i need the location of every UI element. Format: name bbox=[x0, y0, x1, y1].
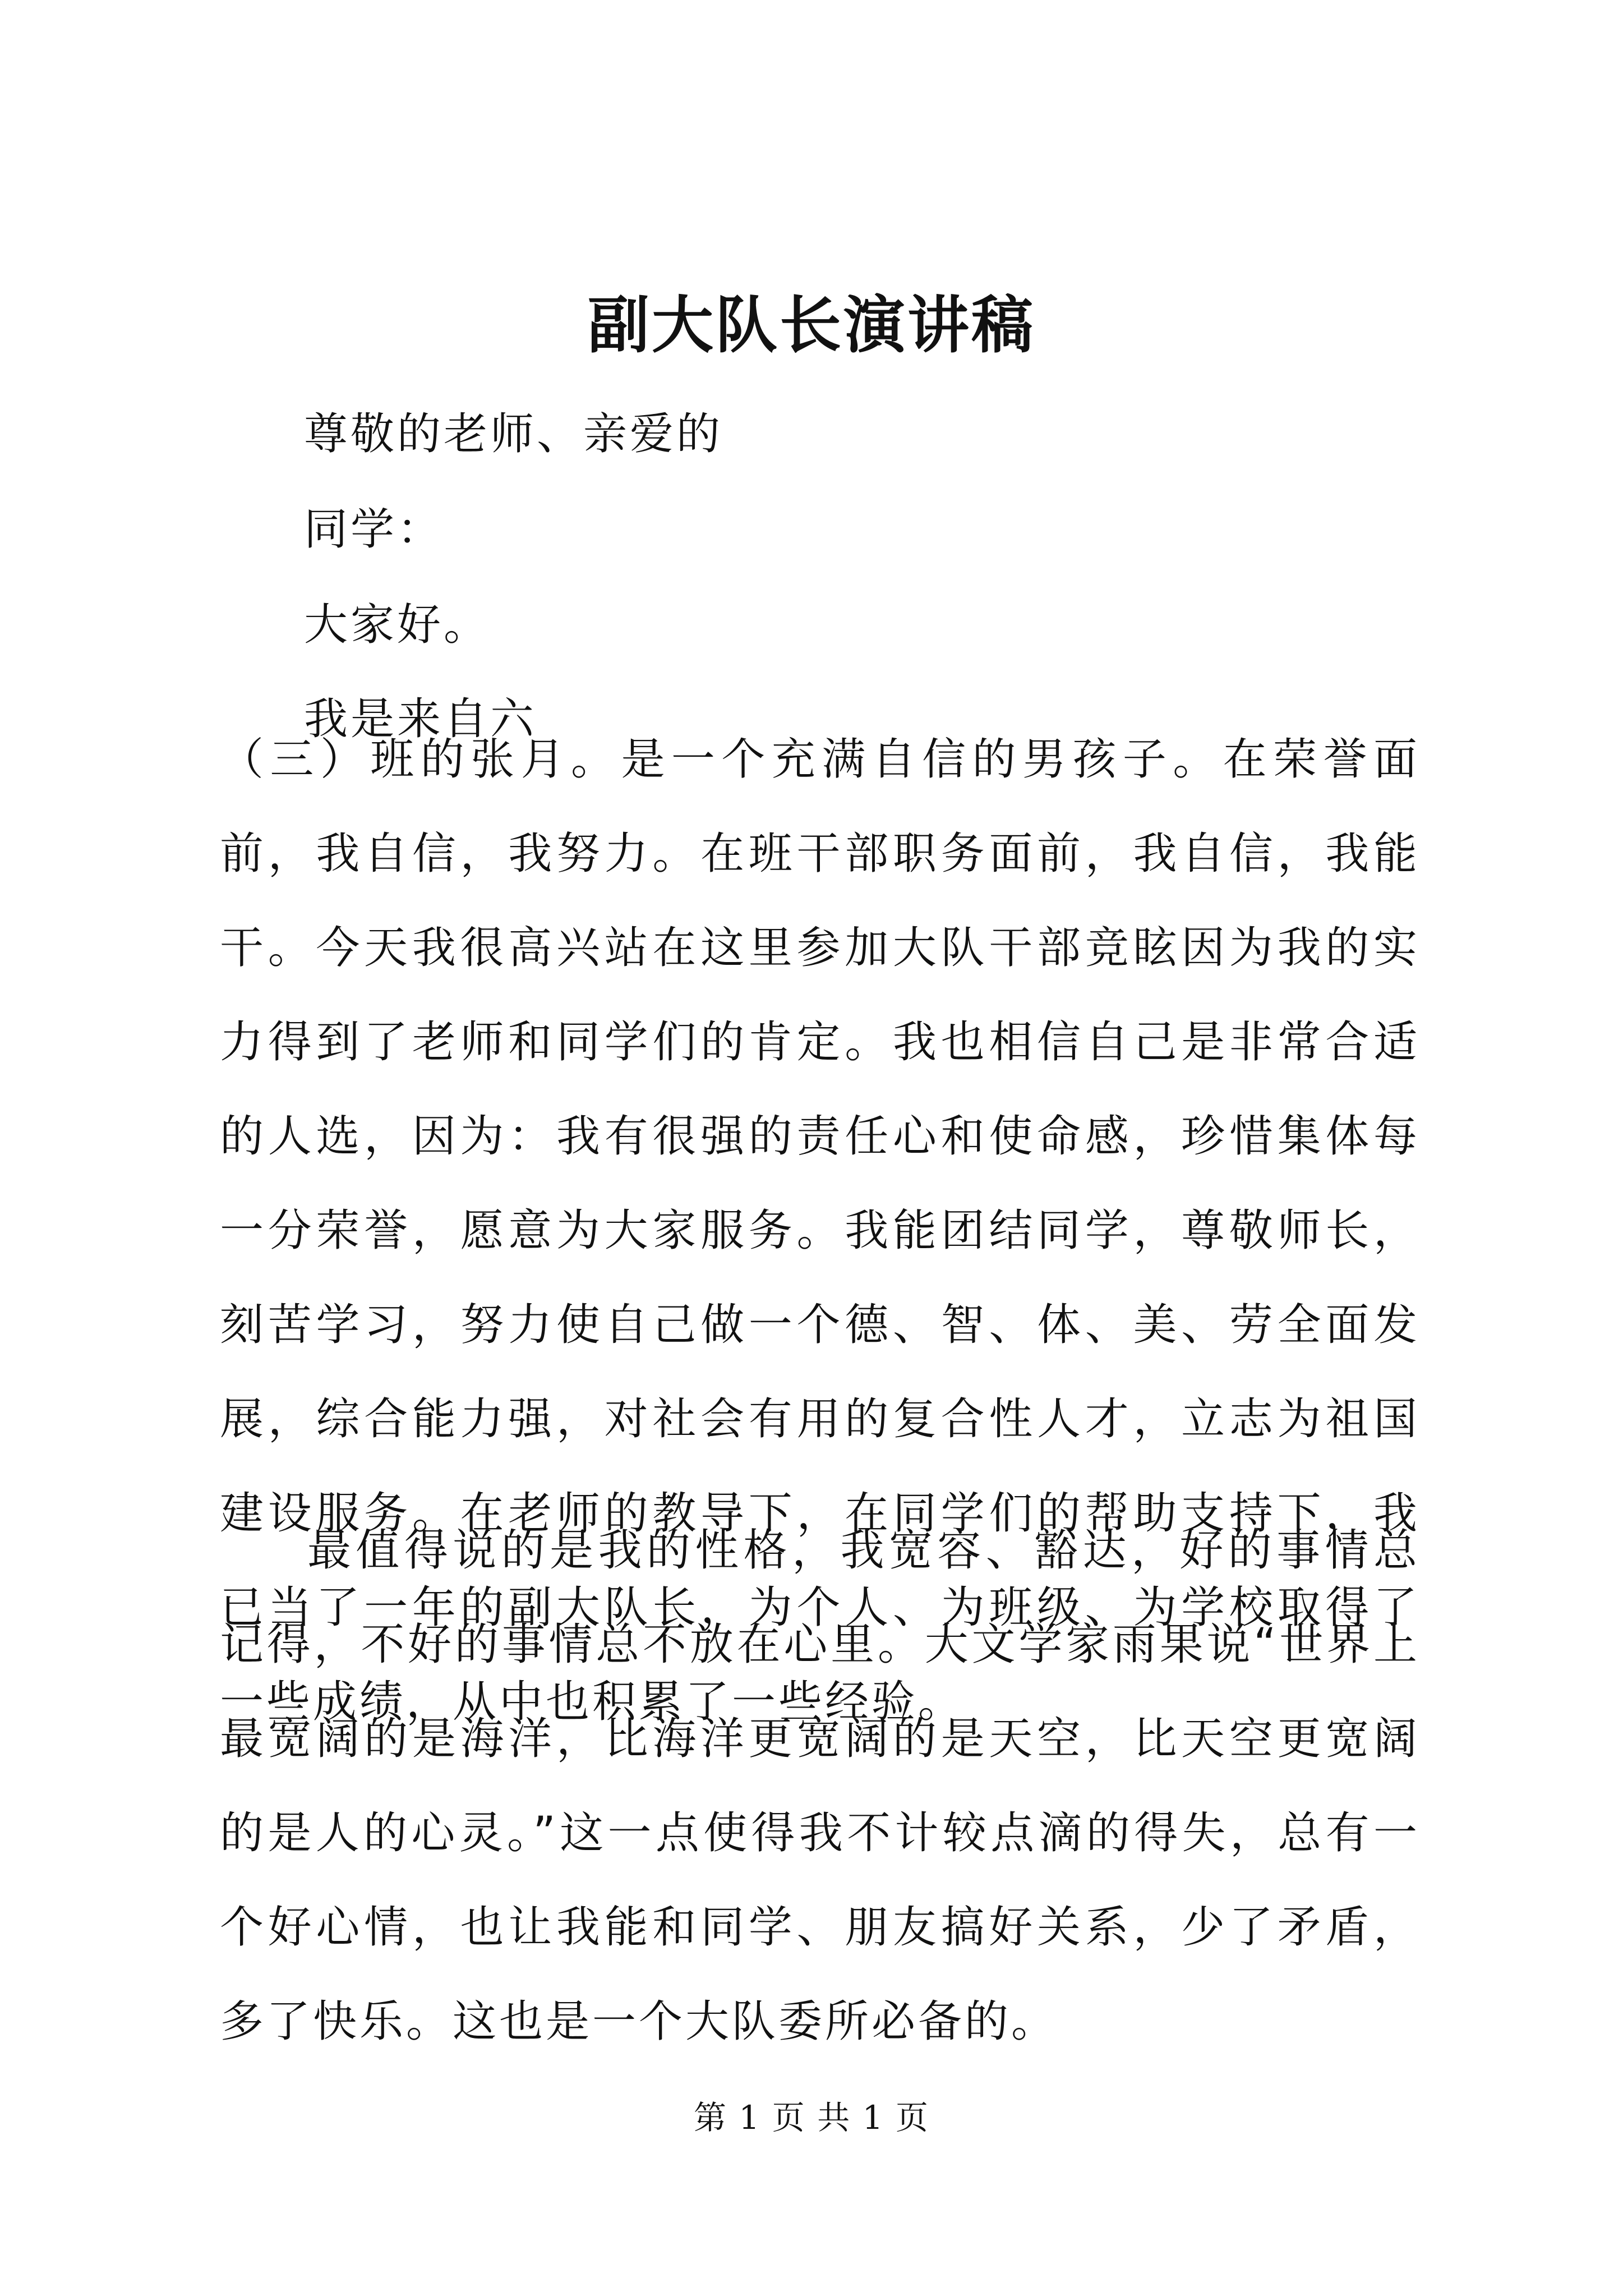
page-footer: 第 1 页 共 1 页 bbox=[694, 2099, 929, 2137]
document-title: 副大队长演讲稿 bbox=[588, 289, 1035, 361]
greeting-line-4: 我是来自六 bbox=[304, 694, 537, 744]
greeting-line-1: 尊敬的老师、亲爱的 bbox=[304, 409, 723, 459]
body-paragraph-2: 最值得说的是我的性格，我宽容、豁达，好的事情总记得，不好的事情总不放在心里。大文学家雨果说“世界上最宽阔的是海洋，比海洋更宽阔的是天空，比天空更宽阔的是人的心灵。”这一点使得我不计较点滴的得失，总有一个好心情，也让我能和同学、朋友搞好关系，少了矛盾，多了快乐。这也是一个大队委所必备的。 bbox=[220, 1525, 1420, 2047]
greeting-line-2: 同学： bbox=[304, 504, 444, 555]
greeting-line-3: 大家好。 bbox=[304, 600, 491, 650]
body-paragraph-1: （三）班的张月。是一个充满自信的男孩子。在荣誉面前，我自信，我努力。在班干部职务面前，我自信，我能干。今天我很高兴站在这里参加大队干部竞眩因为我的实力得到了老师和同学们的肯定。我也相信自己是非常合适的人选，因为：我有很强的责任心和使命感，珍惜集体每一分荣誉，愿意为大家服务。我能团结同学，尊敬师长，刻苦学习，努力使自己做一个德、智、体、美、劳全面发展，综合能力强，对社会有用的复合性人才，立志为祖国建设服务。在老师的教导下，在同学们的帮助支持下，我已当了一年的副大队长，为个人、为班级、为学校取得了一些成绩，从中也积累了一些经验。 bbox=[220, 734, 1420, 1727]
